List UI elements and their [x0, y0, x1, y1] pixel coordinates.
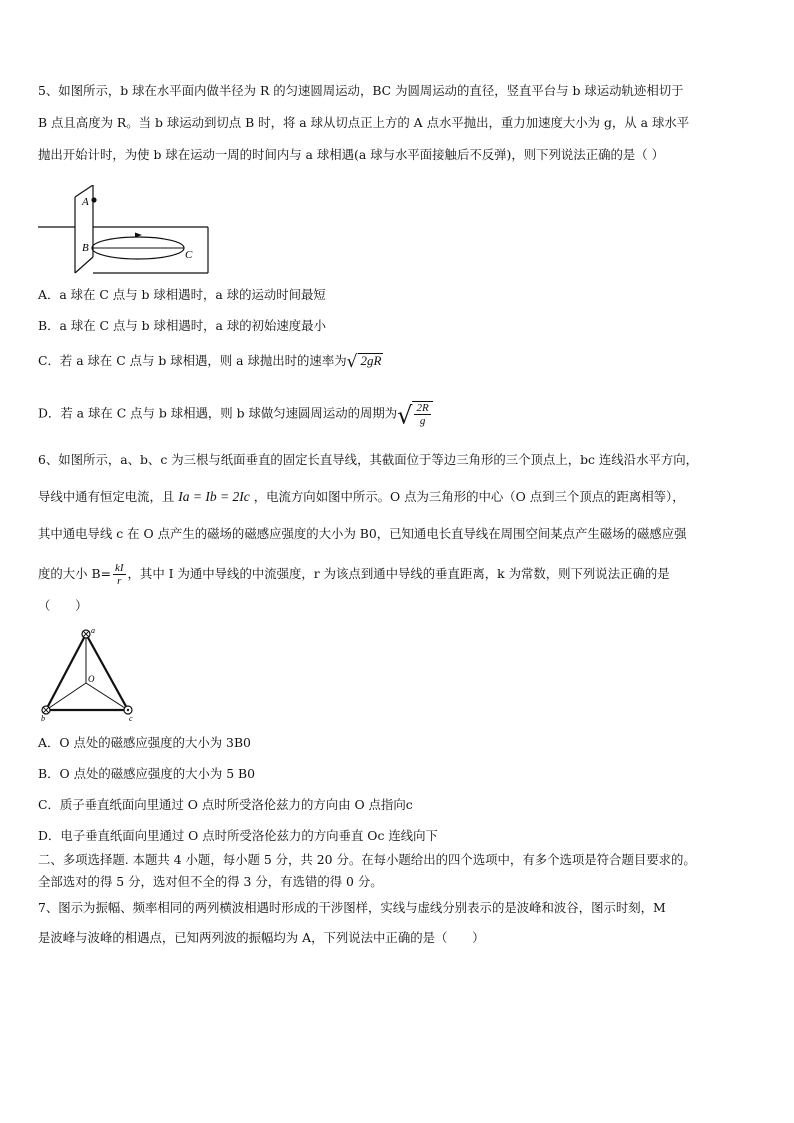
- q5-option-d-den: g: [419, 415, 426, 427]
- q6-line-5: （ ）: [38, 598, 88, 613]
- q6-line-4: [38, 562, 670, 587]
- q6-line-2-b: ，电流方向如图中所示。O 点为三角形的中心（O 点到三个顶点的距离相等），: [253, 489, 685, 504]
- q6-label-O: O: [88, 674, 95, 684]
- q5-option-b: B．a 球在 C 点与 b 球相遇时，a 球的初始速度最小: [38, 318, 326, 333]
- q6-option-b: B．O 点处的磁感应强度的大小为 5 B0: [38, 766, 256, 781]
- q5-label-C: C: [185, 249, 193, 261]
- q6-line-2: [38, 489, 685, 505]
- q6-current-equation: Ia = Ib = 2Ic: [178, 489, 250, 504]
- q5-option-c: C．若 a 球在 C 点与 b 球相遇，则 a 球抛出时的速率为√ 2gR: [38, 352, 382, 372]
- q5-line-2: B 点且高度为 R。当 b 球运动到切点 B 时，将 a 球从切点正上方的 A 点水平抛出，重力加速度大小为 g，从 a 球水平: [38, 115, 690, 130]
- q5-label-A: A: [82, 196, 89, 208]
- q6-formula-den: r: [117, 575, 122, 587]
- q7-line-2: 是波峰与波峰的相遇点，已知两列波的振幅均为 A，下列说法中正确的是（ ）: [38, 930, 485, 945]
- q7-line-1: 7、图示为振幅、频率相同的两列横波相遇时形成的干涉图样，实线与虚线分别表示的是波峰和波谷，图示时刻，M: [38, 900, 666, 915]
- q6-label-b: b: [41, 714, 45, 722]
- q5-option-d: D．若 a 球在 C 点与 b 球相遇，则 b 球做匀速圆周运动的周期为√ $\frac{2R}{g}$: [38, 401, 433, 427]
- q6-figure: [38, 626, 143, 722]
- q6-line-3: 其中通电导线 c 在 O 点产生的磁场的磁感应强度的大小为 B0，已知通电长直导线在周围空间某点产生磁场的磁感应强: [38, 526, 687, 541]
- q6-label-c: c: [129, 714, 133, 722]
- q5-figure: [38, 185, 218, 277]
- q6-line-1: 6、如图所示，a、b、c 为三根与纸面垂直的固定长直导线，其截面位于等边三角形的三个顶点上，bc 连线沿水平方向，: [38, 452, 699, 467]
- q5-label-B: B: [82, 242, 89, 254]
- q6-option-d: D．电子垂直纸面向里通过 O 点时所受洛伦兹力的方向垂直 Oc 连线向下: [38, 828, 438, 843]
- q6-label-a: a: [91, 626, 95, 635]
- q5-option-c-expr: 2gR: [360, 353, 382, 368]
- q6-option-a: A．O 点处的磁感应强度的大小为 3B0: [38, 735, 251, 750]
- q5-option-d-num: 2R: [416, 402, 429, 414]
- q6-line-4-b: ，其中 I 为通中导线的中流强度，r 为该点到通中导线的垂直距离，k 为常数，则下列说法正确的是: [127, 566, 670, 581]
- q5-option-c-text: C．若 a 球在 C 点与 b 球相遇，则 a 球抛出时的速率为: [38, 353, 347, 368]
- section2-line-1: 二、多项选择题. 本题共 4 小题，每小题 5 分，共 20 分。在每小题给出的四个选项中，有多个选项是符合题目要求的。: [38, 852, 696, 867]
- section2-line-2: 全部选对的得 5 分，选对但不全的得 3 分，有选错的得 0 分。: [38, 874, 383, 889]
- q6-option-c: C．质子垂直纸面向里通过 O 点时所受洛伦兹力的方向由 O 点指向c: [38, 797, 413, 812]
- q5-option-a: A．a 球在 C 点与 b 球相遇时，a 球的运动时间最短: [38, 287, 326, 302]
- q6-formula-num: kI: [115, 562, 124, 574]
- q6-line-2-a: 导线中通有恒定电流，且: [38, 489, 175, 504]
- q5-option-d-text: D．若 a 球在 C 点与 b 球相遇，则 b 球做匀速圆周运动的周期为: [38, 405, 398, 421]
- q5-line-1: 5、如图所示，b 球在水平面内做半径为 R 的匀速圆周运动，BC 为圆周运动的直径，竖直平台与 b 球运动轨迹相切于: [38, 83, 684, 98]
- q6-line-4-a: 度的大小 B=: [38, 566, 111, 581]
- q5-line-3: 抛出开始计时，为使 b 球在运动一周的时间内与 a 球相遇(a 球与水平面接触后不反弹)，则下列说法正确的是（ ）: [38, 147, 664, 162]
